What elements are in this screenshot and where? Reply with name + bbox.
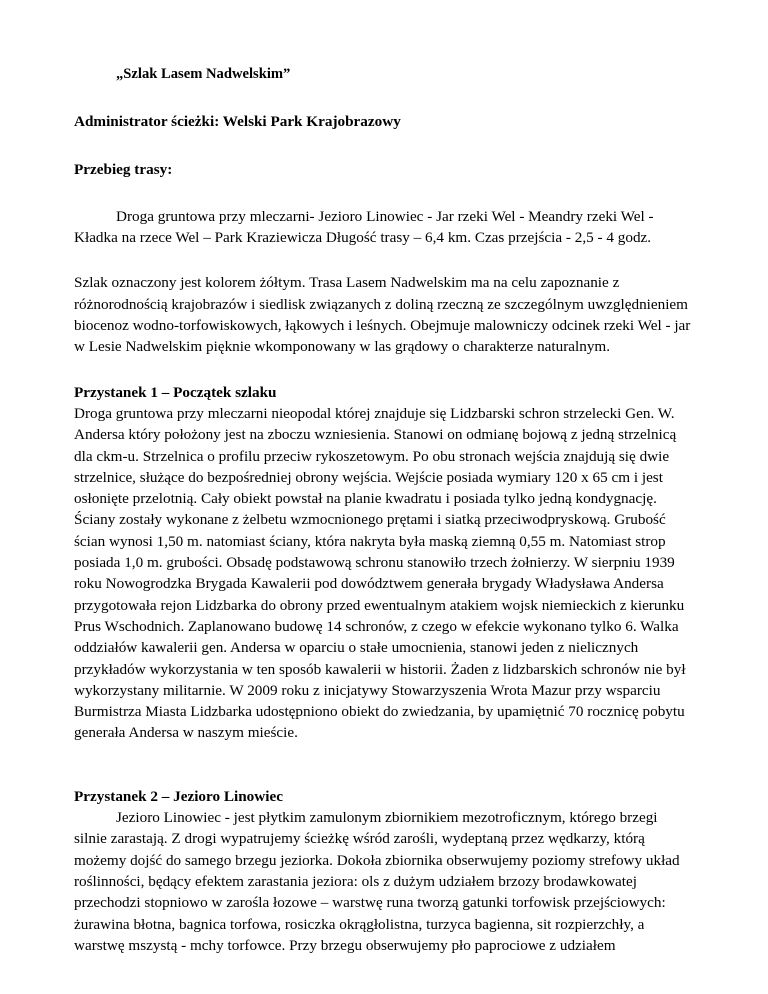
route-heading: Przebieg trasy: xyxy=(74,160,173,178)
stop1-body: Droga gruntowa przy mleczarni nieopodal której znajduje się Lidzbarski schron strzelecki Gen. W. Andersa który położony jest na zboczu wzniesienia. Stanowi on odmianę bojową z jedną strzelnicą dla ckm-u. Strzelnica o profilu przeciw rykoszetowym. Po obu stronach wejścia znajdują się dwie strzelnice, służące do bezpośredniej obrony wejścia. Wejście posiada wymiary 120 x 65 cm i jest osłonięte przelotnią. Cały obiekt powstał na planie kwadratu i posiada tylko jedną kondygnację. Ściany zostały wykonane z żelbetu wzmocnionego prętami i siatką przeciwodpryskową. Grubość ścian wynosi 1,50 m. natomiast ściany, która nakryta była maską ziemną 0,55 m. Natomiast strop posiada 1,0 m. grubości. Obsadę podstawową schronu stanowiło trzech żołnierzy. W sierpniu 1939 roku Nowogrodzka Brygada Kawalerii pod dowództwem generała brygady Władysława Andersa przygotowała rejon Lidzbarka do obrony przed ewentualnym atakiem wojsk niemieckich z kierunku Prus Wschodnich. Zaplanowano budowę 14 schronów, z czego w efekcie wykonano tylko 6. Walka oddziałów kawalerii gen. Andersa w oparciu o stałe umocnienia, stanowi jeden z nielicznych przykładów wykorzystania w ten sposób kawalerii w historii. Żaden z lidzbarskich schronów nie był wykorzystany militarnie. W 2009 roku z inicjatywy Stowarzyszenia Wrota Mazur przy wsparciu Burmistrza Miasta Lidzbarka udostępniono obiekt do zwiedzania, by upamiętnić 70 rocznicę pobytu generała Andersa w naszym mieście. xyxy=(74,404,686,742)
route-description: Droga gruntowa przy mleczarni- Jezioro Linowiec - Jar rzeki Wel - Meandry rzeki Wel - Kładka na rzece Wel – Park Kraziewicza Długość trasy – 6,4 km. Czas przejścia - 2,5 - 4 godz. xyxy=(74,207,654,247)
stop1-heading: Przystanek 1 – Początek szlaku xyxy=(74,383,277,401)
trail-description: Szlak oznaczony jest kolorem żółtym. Trasa Lasem Nadwelskim ma na celu zapoznanie z różnorodnością krajobrazów i siedlisk związanych z doliną rzeczną ze szczególnym uwzględnieniem biocenoz wodno-torfowiskowych, łąkowych i leśnych. Obejmuje malowniczy odcinek rzeki Wel - jar w Lesie Nadwelskim pięknie wkomponowany w las grądowy o charakterze naturalnym. xyxy=(74,274,691,356)
document-title: „Szlak Lasem Nadwelskim” xyxy=(116,66,291,82)
stop2-heading: Przystanek 2 – Jezioro Linowiec xyxy=(74,787,283,805)
administrator-line: Administrator ścieżki: Welski Park Krajobrazowy xyxy=(74,113,401,131)
stop2-body: Jezioro Linowiec - jest płytkim zamulonym zbiornikiem mezotroficznym, którego brzegi silnie zarastają. Z drogi wypatrujemy ścieżkę wśród zarośli, wydeptaną przez wędkarzy, którą możemy dojść do samego brzegu jeziorka. Dokoła zbiornika obserwujemy poziomy strefowy układ roślinności, będący efektem zarastania jeziora: ols z dużym udziałem brzozy brodawkowatej przechodzi stopniowo w zarośla łozowe – warstwę runa tworzą gatunki torfowisk przejściowych: żurawina błotna, bagnica torfowa, rosiczka okrągłolistna, turzyca bagienna, sit rozpierzchły, a warstwę mszystą - mchy torfowce. Przy brzegu obserwujemy pło paprociowe z udziałem xyxy=(74,809,680,954)
